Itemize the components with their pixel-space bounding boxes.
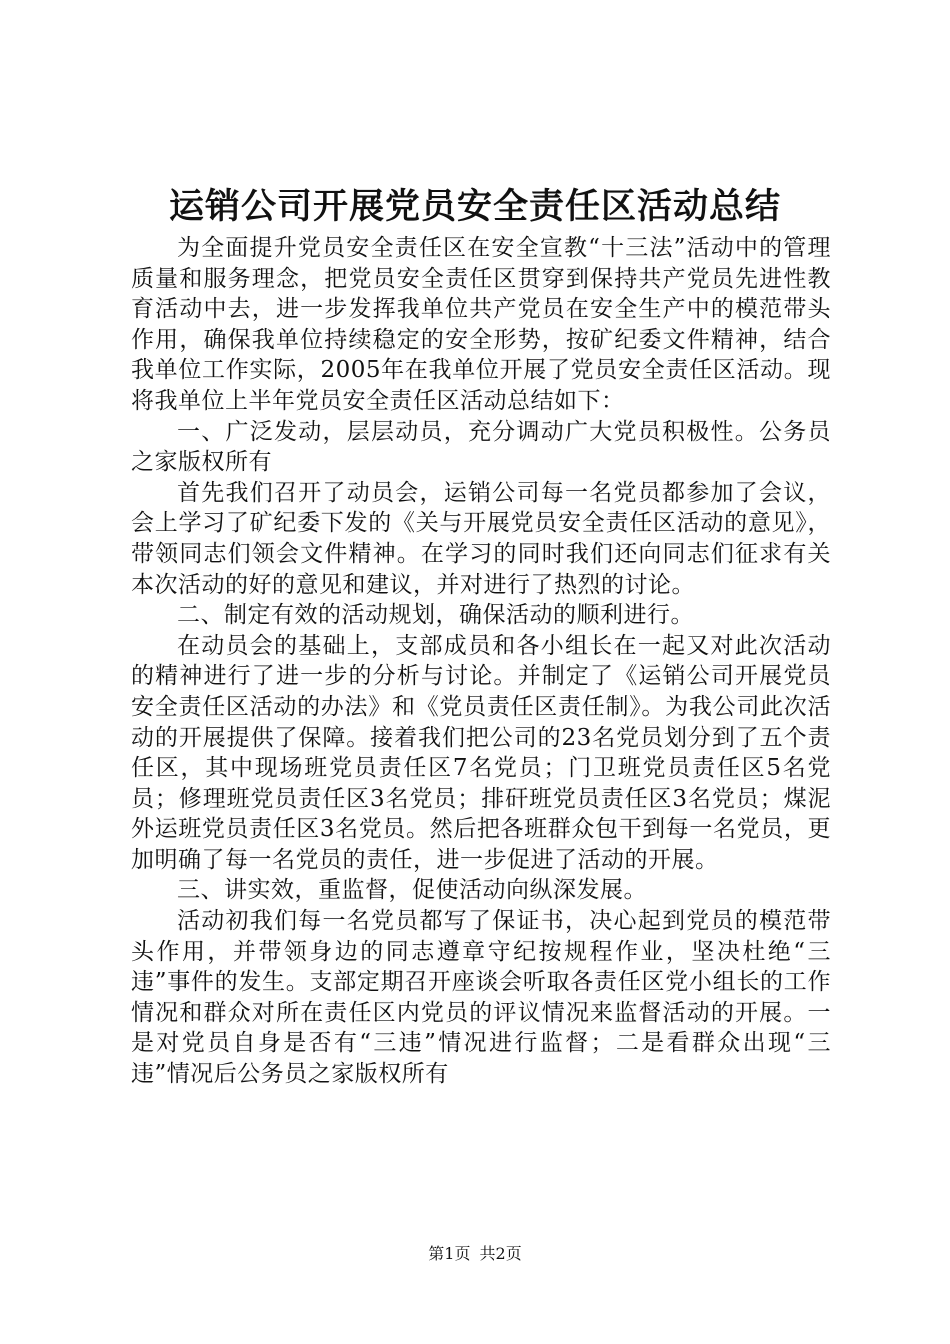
- document-body: [131, 233, 831, 1090]
- section-heading-2: 二、制定有效的活动规划，确保活动的顺利进行。: [177, 602, 694, 629]
- section-heading-3: 三、讲实效，重监督，促使活动向纵深发展。: [177, 877, 647, 904]
- page-total: 共2页: [479, 1244, 522, 1263]
- section-heading-1: 一、广泛发动，层层动员，充分调动广大党员积极性。公务员之家版权所有: [131, 418, 831, 476]
- paragraph-section-3: 活动初我们每一名党员都写了保证书，决心起到党员的模范带头作用，并带领身边的同志遵章守纪按规程作业，坚决杜绝“三违”事件的发生。支部定期召开座谈会听取各责任区党小组长的工作情况和群众对所在责任区内党员的评议情况来监督活动的开展。一是对党员自身是否有“三违”情况进行监督；二是看群众出现“三违”情况后公务员之家版权所有: [131, 908, 831, 1088]
- paragraph-section-2: 在动员会的基础上，支部成员和各小组长在一起又对此次活动的精神进行了进一步的分析与讨论。并制定了《运销公司开展党员安全责任区活动的办法》和《党员责任区责任制》。为我公司此次活动的开展提供了保障。接着我们把公司的23名党员划分到了五个责任区，其中现场班党员责任区7名党员；门卫班党员责任区5名党员；修理班党员责任区3名党员；排矸班党员责任区3名党员；煤泥外运班党员责任区3名党员。然后把各班群众包干到每一名党员，更加明确了每一名党员的责任，进一步促进了活动的开展。: [131, 632, 831, 873]
- page-footer: [0, 1243, 950, 1265]
- page-number: 第1页: [428, 1244, 471, 1263]
- paragraph-intro: 为全面提升党员安全责任区在安全宣教“十三法”活动中的管理质量和服务理念，把党员安全责任区贯穿到保持共产党员先进性教育活动中去，进一步发挥我单位共产党员在安全生产中的模范带头作用，确保我单位持续稳定的安全形势，按矿纪委文件精神，结合我单位工作实际，2005年在我单位开展了党员安全责任区活动。现将我单位上半年党员安全责任区活动总结如下：: [131, 235, 831, 414]
- paragraph-section-1: 首先我们召开了动员会，运销公司每一名党员都参加了会议，会上学习了矿纪委下发的《关与开展党员安全责任区活动的意见》，带领同志们领会文件精神。在学习的同时我们还向同志们征求有关本次活动的好的意见和建议，并对进行了热烈的讨论。: [131, 479, 831, 598]
- document-title: 运销公司开展党员安全责任区活动总结: [168, 186, 781, 227]
